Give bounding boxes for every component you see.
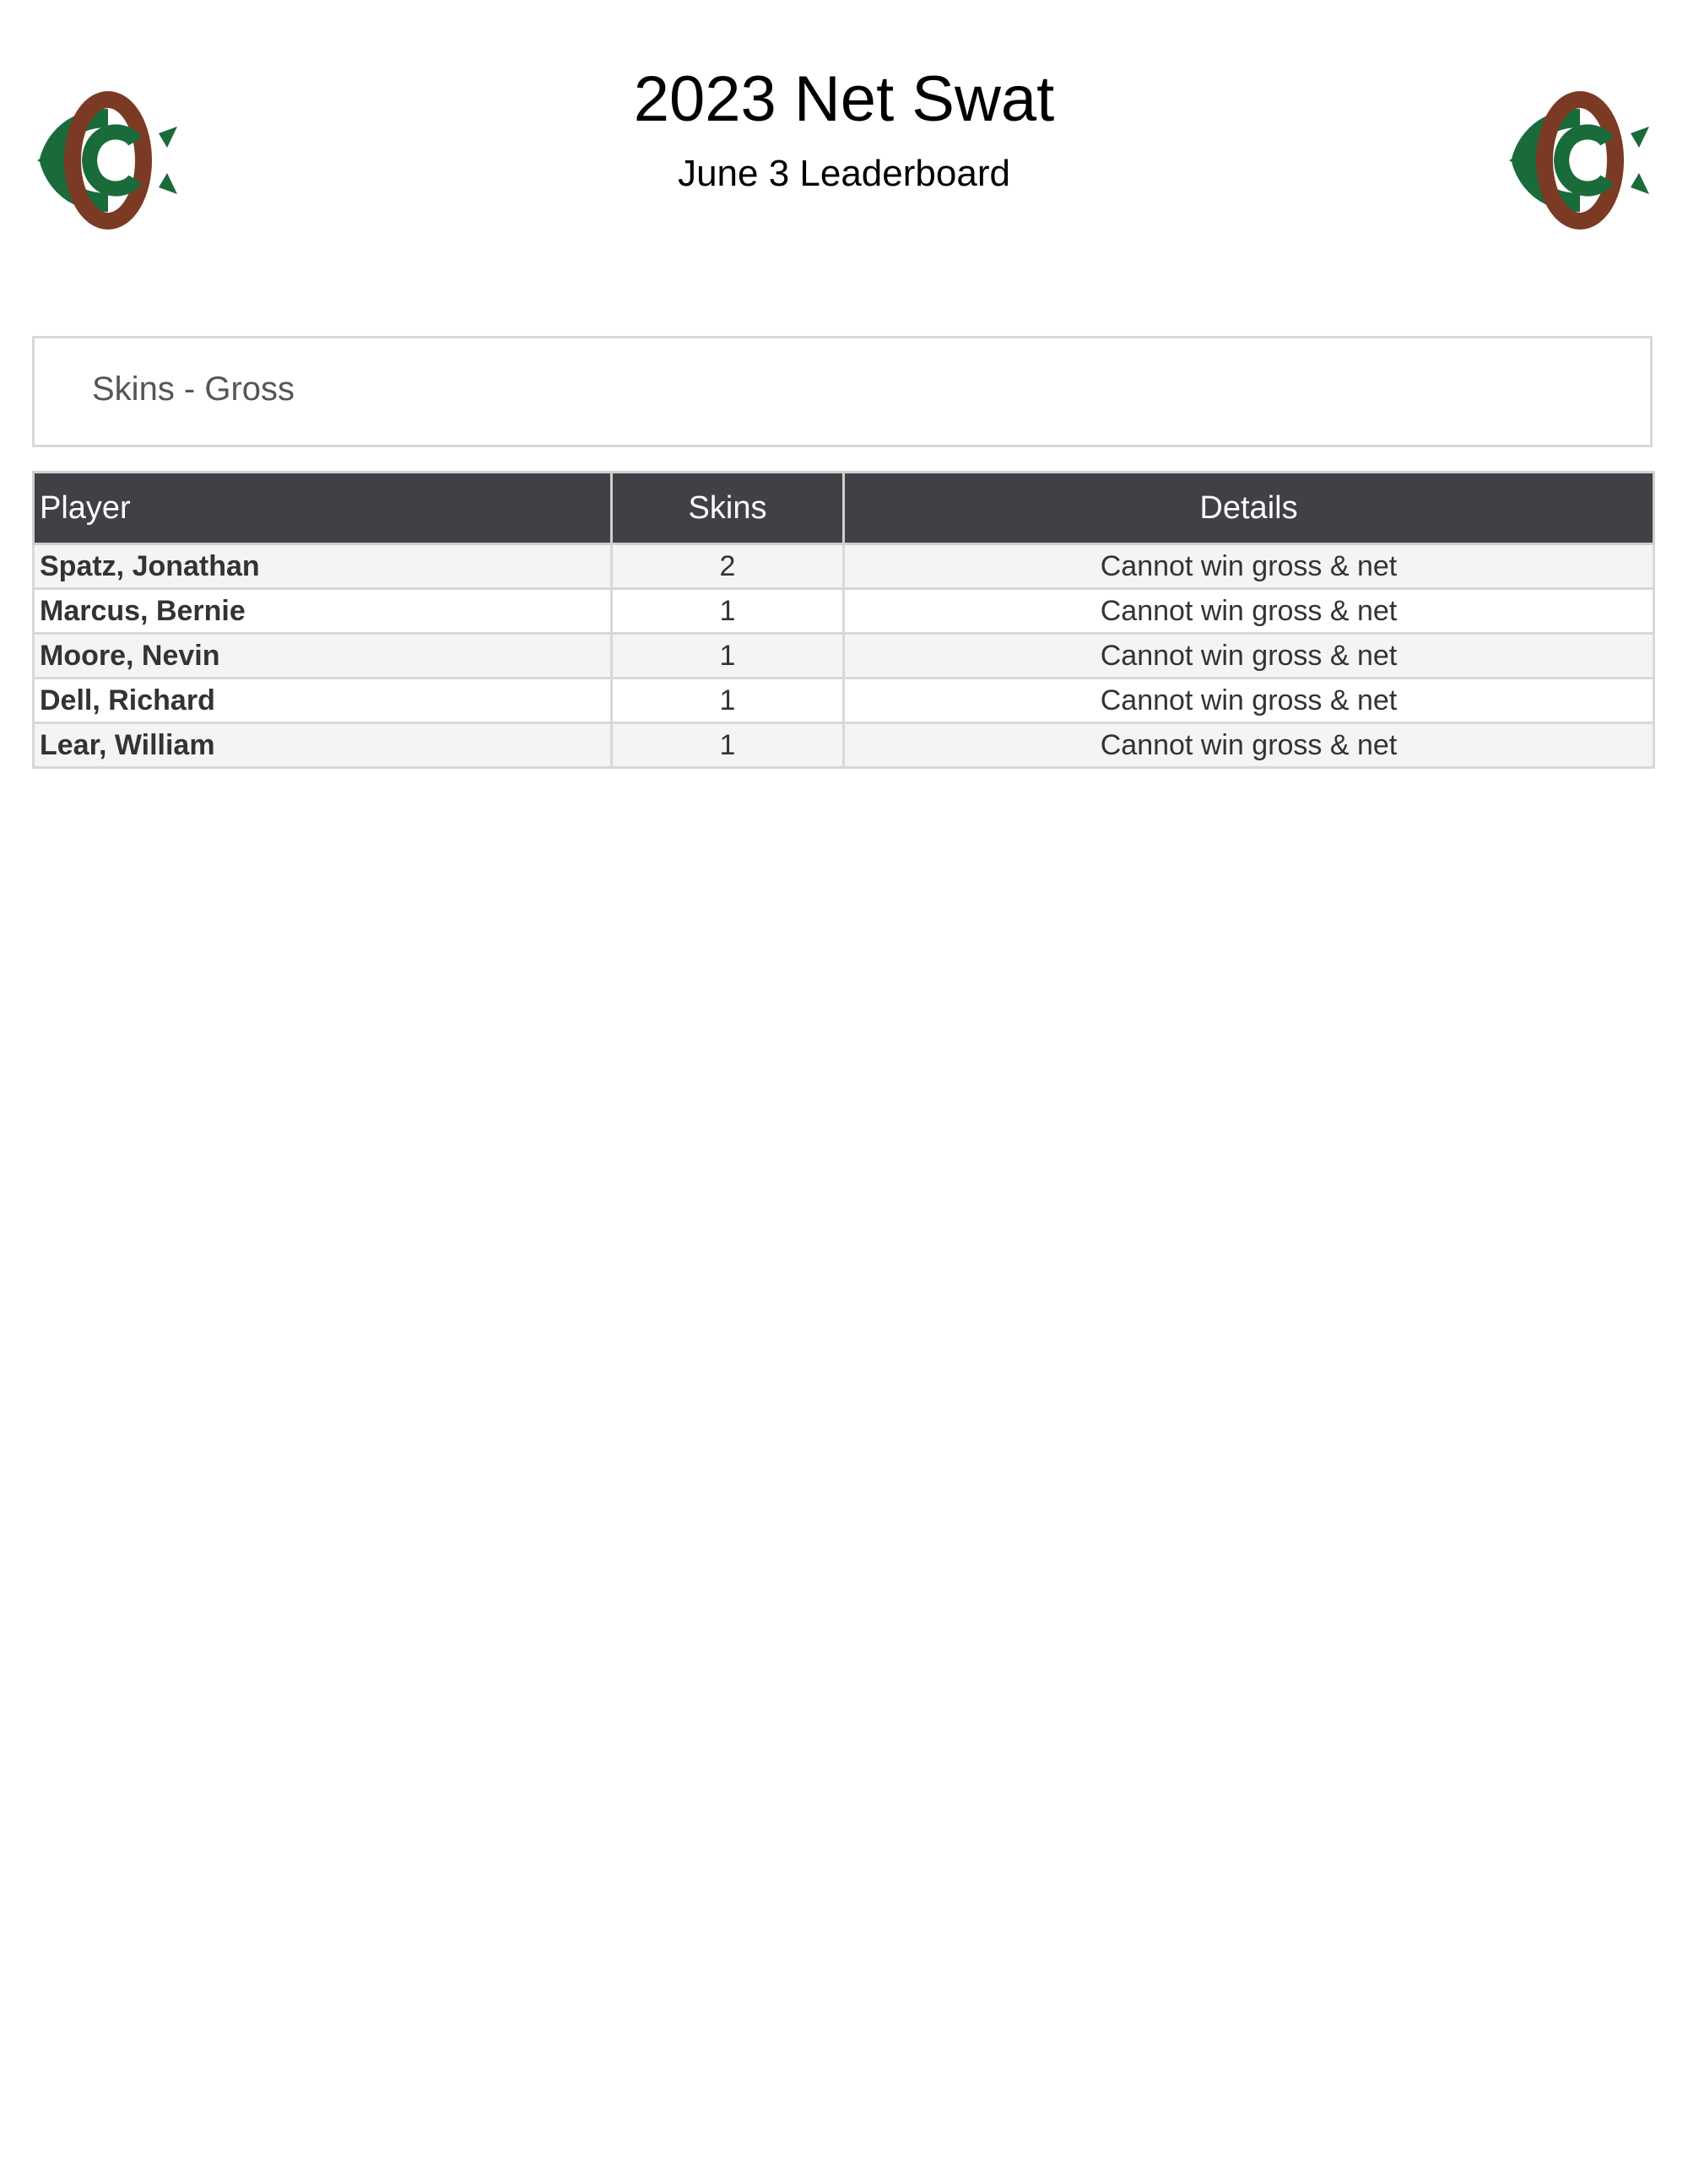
player-name: Spatz, Jonathan bbox=[34, 544, 612, 589]
column-header-player[interactable]: Player bbox=[34, 473, 612, 544]
skins-count: 1 bbox=[612, 634, 844, 678]
skins-count: 1 bbox=[612, 678, 844, 723]
details-text: Cannot win gross & net bbox=[844, 544, 1654, 589]
column-header-details[interactable]: Details bbox=[844, 473, 1654, 544]
details-text: Cannot win gross & net bbox=[844, 589, 1654, 634]
details-text: Cannot win gross & net bbox=[844, 678, 1654, 723]
skins-count: 1 bbox=[612, 723, 844, 768]
player-name: Dell, Richard bbox=[34, 678, 612, 723]
page-header bbox=[0, 59, 1688, 197]
table-row bbox=[34, 678, 1654, 723]
table-row bbox=[34, 634, 1654, 678]
details-text: Cannot win gross & net bbox=[844, 723, 1654, 768]
page-subtitle: June 3 Leaderboard bbox=[678, 153, 1010, 194]
details-text: Cannot win gross & net bbox=[844, 634, 1654, 678]
table-row bbox=[34, 723, 1654, 768]
column-header-skins[interactable]: Skins bbox=[612, 473, 844, 544]
player-name: Lear, William bbox=[34, 723, 612, 768]
table-row bbox=[34, 544, 1654, 589]
table-row bbox=[34, 589, 1654, 634]
player-name: Marcus, Bernie bbox=[34, 589, 612, 634]
leaderboard-table bbox=[32, 471, 1655, 769]
table-header-row bbox=[34, 473, 1654, 544]
skins-count: 1 bbox=[612, 589, 844, 634]
skins-count: 2 bbox=[612, 544, 844, 589]
player-name: Moore, Nevin bbox=[34, 634, 612, 678]
section-title: Skins - Gross bbox=[92, 370, 295, 408]
page-title: 2023 Net Swat bbox=[633, 63, 1055, 135]
section-header bbox=[32, 336, 1653, 447]
